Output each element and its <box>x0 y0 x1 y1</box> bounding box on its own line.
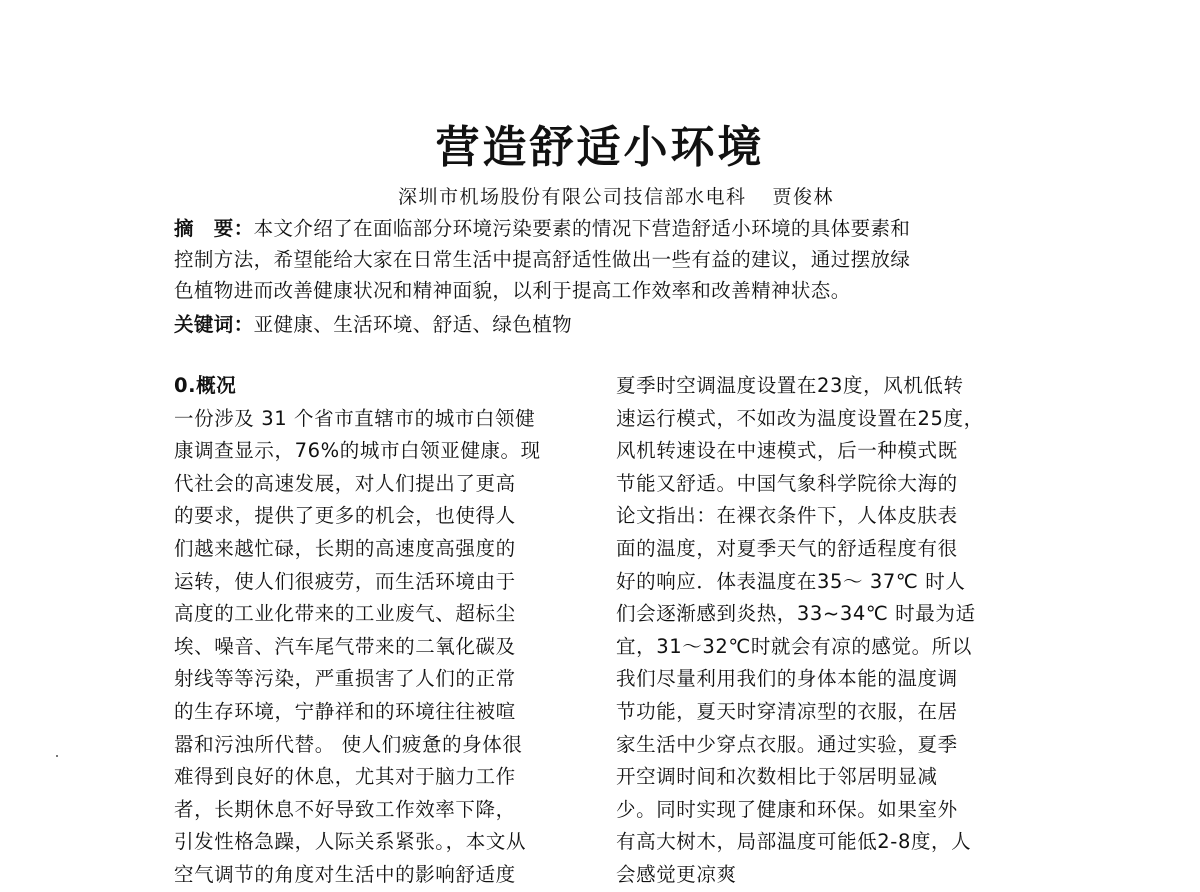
body-line: 节能又舒适。中国气象科学院徐大海的 <box>616 471 958 495</box>
body-line: 高度的工业化带来的工业废气、超标尘 <box>174 602 516 626</box>
body-line: 宜，31～32℃时就会有凉的感觉。所以 <box>616 634 972 658</box>
body-line: 射线等等污染，严重损害了人们的正常 <box>174 667 516 691</box>
body-line: 引发性格急躁，人际关系紧张。，本文从 <box>174 830 527 854</box>
body-line: 嚣和污浊所代替。 使人们疲惫的身体很 <box>174 732 523 756</box>
body-line: 运转，使人们很疲劳，而生活环境由于 <box>174 569 516 593</box>
body-line: 好的响应．体表温度在35～ 37℃ 时人 <box>616 569 966 593</box>
right-column <box>616 370 1036 892</box>
keywords-label: 关键词： <box>174 313 254 336</box>
abstract-line: 本文介绍了在面临部分环境污染要素的情况下营造舒适小环境的具体要素和 <box>253 217 911 240</box>
body-line: 康调查显示，76%的城市白领亚健康。现 <box>174 439 541 463</box>
body-line: 们会逐渐感到炎热，33~34℃ 时最为适 <box>616 602 976 626</box>
abstract <box>174 213 1026 306</box>
body-line: 论文指出：在裸衣条件下，人体皮肤表 <box>616 504 958 528</box>
section-heading: 0.概况 <box>174 374 237 397</box>
body-line: 有高大树木，局部温度可能低2-8度，人 <box>616 830 972 854</box>
abstract-label: 摘 要： <box>174 217 254 240</box>
body-line: 开空调时间和次数相比于邻居明显减 <box>616 765 938 789</box>
author-line <box>398 184 834 210</box>
body-line: 们越来越忙碌，长期的高速度高强度的 <box>174 536 516 560</box>
body-line: 埃、噪音、汽车尾气带来的二氧化碳及 <box>174 634 516 658</box>
body-line: 者，长期休息不好导致工作效率下降， <box>174 797 516 821</box>
abstract-line: 控制方法，希望能给大家在日常生活中提高舒适性做出一些有益的建议，通过摆放绿 <box>174 248 911 271</box>
author-name: 贾俊林 <box>772 186 835 208</box>
body-line: 少。同时实现了健康和环保。如果室外 <box>616 797 958 821</box>
body-line: 代社会的高速发展，对人们提出了更高 <box>174 471 516 495</box>
body-line: 空气调节的角度对生活中的影响舒适度 <box>174 862 516 886</box>
body-line: 速运行模式，不如改为温度设置在25度， <box>616 406 984 430</box>
keywords <box>174 309 1026 340</box>
body-line: 难得到良好的休息，尤其对于脑力工作 <box>174 765 516 789</box>
scan-speck <box>56 755 58 757</box>
page-title: 营造舒适小环境 <box>435 122 765 173</box>
body-line: 家生活中少穿点衣服。通过实验，夏季 <box>616 732 958 756</box>
body-line: 夏季时空调温度设置在23度，风机低转 <box>616 374 964 397</box>
body-line: 我们尽量利用我们的身体本能的温度调 <box>616 667 958 691</box>
body-line: 的生存环境，宁静祥和的环境往往被喧 <box>174 699 516 723</box>
abstract-line: 色植物进而改善健康状况和精神面貌，以利于提高工作效率和改善精神状态。 <box>174 279 851 302</box>
body-line: 的要求，提供了更多的机会，也使得人 <box>174 504 516 528</box>
body-line: 会感觉更凉爽 <box>616 862 737 886</box>
author-affiliation: 深圳市机场股份有限公司技信部水电科 <box>398 186 747 208</box>
body-line: 面的温度，对夏季天气的舒适程度有很 <box>616 536 958 560</box>
body-line: 风机转速设在中速模式，后一种模式既 <box>616 439 958 463</box>
body-line: 一份涉及 31 个省市直辖市的城市白领健 <box>174 406 536 430</box>
left-column <box>174 370 594 892</box>
keywords-text: 亚健康、生活环境、舒适、绿色植物 <box>253 313 573 336</box>
body-line: 节功能，夏天时穿清凉型的衣服，在居 <box>616 699 958 723</box>
